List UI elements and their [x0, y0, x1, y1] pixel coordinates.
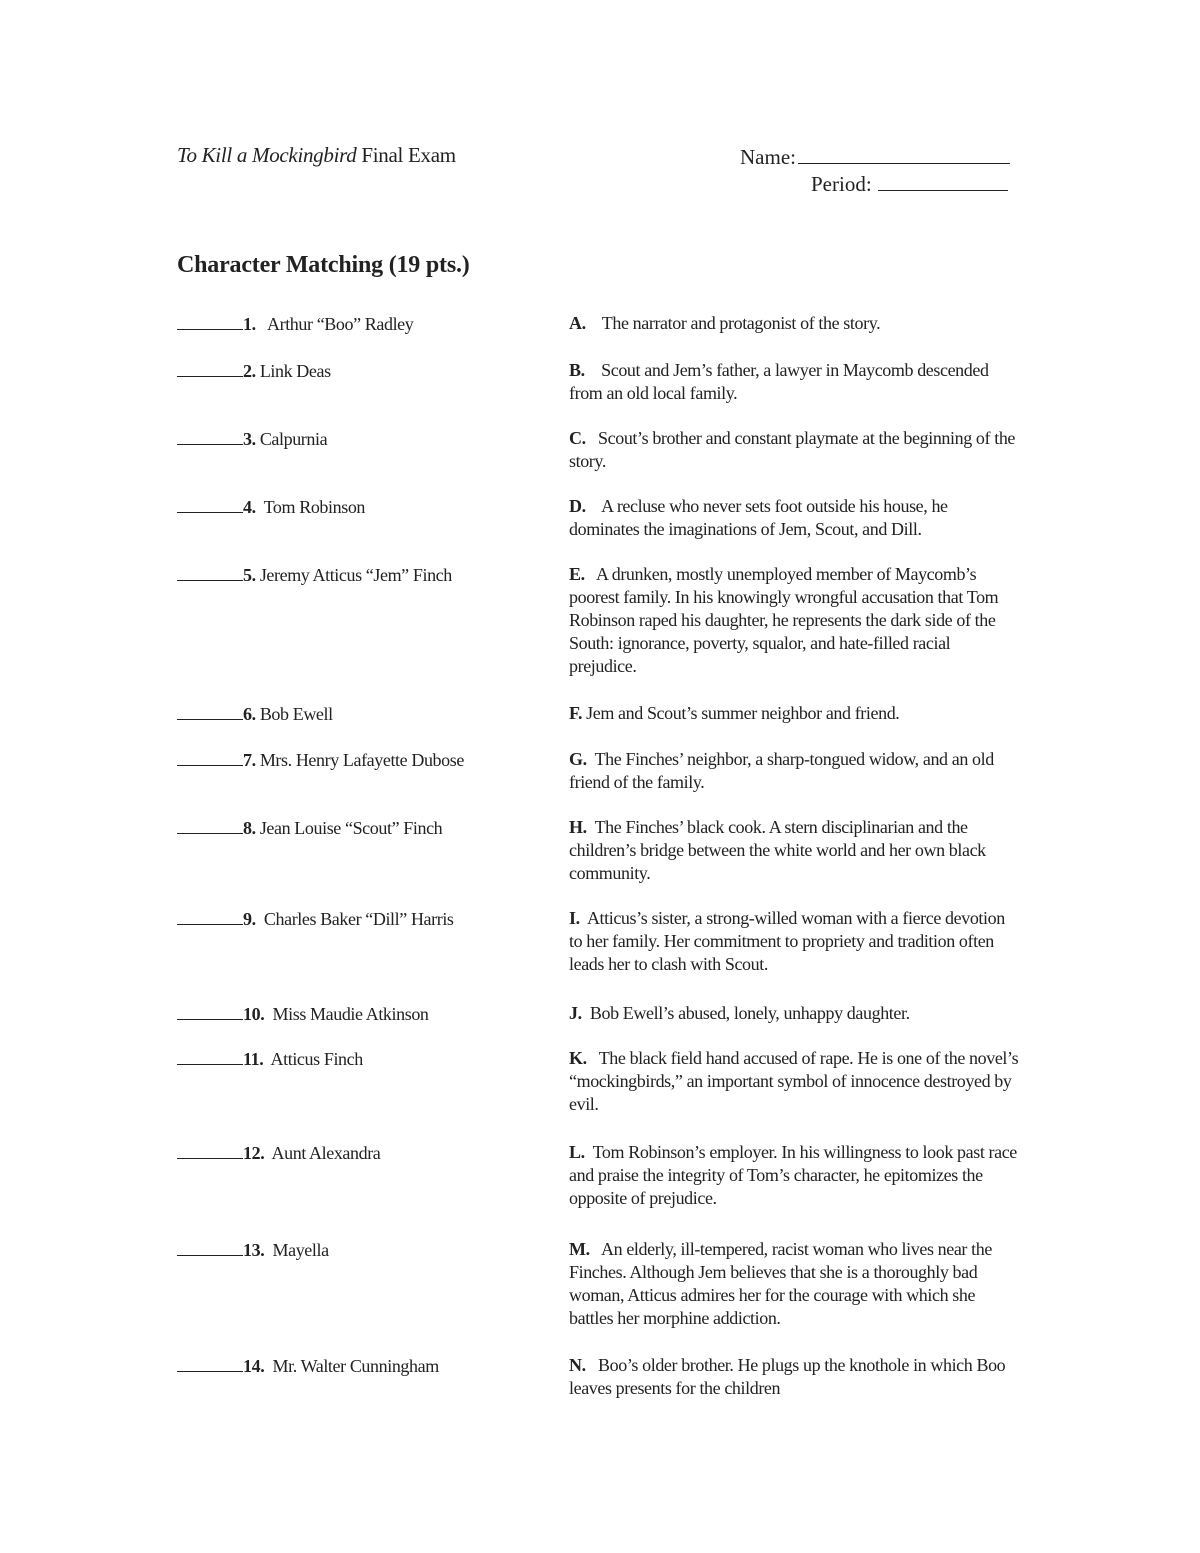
- description-item: [569, 1002, 1021, 1025]
- answer-blank[interactable]: [177, 1354, 243, 1372]
- description-text: Boo’s older brother. He plugs up the knothole in which Boo leaves presents for the children: [569, 1355, 1006, 1398]
- item-number: 6.: [243, 704, 256, 724]
- description-text: Bob Ewell’s abused, lonely, unhappy daughter.: [589, 1003, 910, 1023]
- answer-blank[interactable]: [177, 748, 243, 766]
- description-letter: J.: [569, 1003, 582, 1023]
- description-letter: K.: [569, 1048, 587, 1068]
- character-item: [177, 1354, 557, 1378]
- answer-blank[interactable]: [177, 359, 243, 377]
- item-number: 12.: [243, 1143, 265, 1163]
- description-letter: I.: [569, 908, 580, 928]
- character-item: [177, 702, 557, 726]
- item-number: 2.: [243, 361, 256, 381]
- character-item: [177, 563, 557, 587]
- character-name: Aunt Alexandra: [271, 1143, 381, 1163]
- character-name: Arthur “Boo” Radley: [267, 314, 414, 334]
- section-title: Character Matching (19 pts.): [177, 252, 470, 278]
- description-item: [569, 1141, 1021, 1210]
- name-label: Name:: [740, 145, 796, 169]
- character-item: [177, 816, 557, 840]
- answer-blank[interactable]: [177, 563, 243, 581]
- description-item: [569, 427, 1021, 473]
- description-item: [569, 748, 1021, 794]
- character-item: [177, 1141, 557, 1165]
- description-letter: A.: [569, 313, 586, 333]
- description-letter: F.: [569, 703, 583, 723]
- character-name: Jean Louise “Scout” Finch: [259, 818, 443, 838]
- name-field[interactable]: [798, 143, 1010, 164]
- character-name: Mr. Walter Cunningham: [272, 1356, 439, 1376]
- answer-blank[interactable]: [177, 1238, 243, 1256]
- period-line: [811, 170, 1008, 197]
- description-item: [569, 702, 1021, 725]
- character-item: [177, 495, 557, 519]
- description-text: The Finches’ neighbor, a sharp-tongued widow, and an old friend of the family.: [569, 749, 994, 792]
- item-number: 4.: [243, 497, 256, 517]
- answer-blank[interactable]: [177, 1047, 243, 1065]
- answer-blank[interactable]: [177, 702, 243, 720]
- exam-title-rest: Final Exam: [356, 143, 456, 167]
- description-letter: M.: [569, 1239, 590, 1259]
- character-item: [177, 1047, 557, 1071]
- description-item: [569, 1238, 1021, 1330]
- character-item: [177, 1002, 557, 1026]
- description-item: [569, 312, 1021, 335]
- item-number: 13.: [243, 1240, 265, 1260]
- character-item: [177, 312, 557, 336]
- description-item: [569, 359, 1021, 405]
- description-text: Atticus’s sister, a strong-willed woman with a fierce devotion to her family. Her commitment to propriety and tradition often leads her to clash with Scout.: [569, 908, 1005, 974]
- description-letter: C.: [569, 428, 586, 448]
- character-name: Atticus Finch: [270, 1049, 363, 1069]
- description-text: Scout’s brother and constant playmate at the beginning of the story.: [569, 428, 1016, 471]
- description-letter: L.: [569, 1142, 585, 1162]
- description-item: [569, 563, 1021, 678]
- answer-blank[interactable]: [177, 427, 243, 445]
- item-number: 10.: [243, 1004, 265, 1024]
- character-item: [177, 907, 557, 931]
- description-letter: D.: [569, 496, 586, 516]
- description-item: [569, 1047, 1021, 1116]
- answer-blank[interactable]: [177, 495, 243, 513]
- character-name: Calpurnia: [259, 429, 328, 449]
- item-number: 7.: [243, 750, 256, 770]
- answer-blank[interactable]: [177, 1141, 243, 1159]
- answer-blank[interactable]: [177, 816, 243, 834]
- answer-blank[interactable]: [177, 312, 243, 330]
- description-item: [569, 495, 1021, 541]
- description-letter: B.: [569, 360, 585, 380]
- name-line: [740, 143, 1010, 170]
- description-text: A drunken, mostly unemployed member of Maycomb’s poorest family. In his knowingly wrongful accusation that Tom Robinson raped his daughter, he represents the dark side of the South: ignorance, poverty, squalor, and hate-filled racial prejudice.: [569, 564, 999, 676]
- character-item: [177, 359, 557, 383]
- exam-title-italic: To Kill a Mockingbird: [177, 143, 357, 167]
- item-number: 11.: [243, 1049, 264, 1069]
- item-number: 3.: [243, 429, 256, 449]
- character-item: [177, 427, 557, 451]
- character-name: Miss Maudie Atkinson: [272, 1004, 429, 1024]
- character-name: Mayella: [272, 1240, 329, 1260]
- character-name: Link Deas: [259, 361, 331, 381]
- description-letter: G.: [569, 749, 587, 769]
- description-text: An elderly, ill-tempered, racist woman who lives near the Finches. Although Jem believes that she is a thoroughly bad woman, Atticus admires her for the courage with which she battles her morphine addiction.: [569, 1239, 992, 1328]
- description-text: Jem and Scout’s summer neighbor and friend.: [586, 703, 900, 723]
- description-text: A recluse who never sets foot outside his house, he dominates the imaginations of Jem, Scout, and Dill.: [569, 496, 948, 539]
- description-item: [569, 1354, 1021, 1400]
- answer-blank[interactable]: [177, 1002, 243, 1020]
- character-item: [177, 1238, 557, 1262]
- item-number: 9.: [243, 909, 256, 929]
- period-field[interactable]: [878, 170, 1008, 191]
- character-name: Mrs. Henry Lafayette Dubose: [259, 750, 464, 770]
- item-number: 1.: [243, 314, 256, 334]
- description-text: The Finches’ black cook. A stern disciplinarian and the children’s bridge between the white world and her own black community.: [569, 817, 986, 883]
- description-letter: E.: [569, 564, 585, 584]
- character-name: Charles Baker “Dill” Harris: [263, 909, 454, 929]
- exam-title: [177, 143, 456, 168]
- character-item: [177, 748, 557, 772]
- character-name: Tom Robinson: [263, 497, 366, 517]
- period-label: Period:: [811, 172, 872, 196]
- description-text: The narrator and protagonist of the story.: [601, 313, 881, 333]
- description-text: The black field hand accused of rape. He is one of the novel’s “mockingbirds,” an important symbol of innocence destroyed by evil.: [569, 1048, 1019, 1114]
- description-letter: H.: [569, 817, 587, 837]
- item-number: 14.: [243, 1356, 265, 1376]
- answer-blank[interactable]: [177, 907, 243, 925]
- description-text: Scout and Jem’s father, a lawyer in Maycomb descended from an old local family.: [569, 360, 989, 403]
- description-item: [569, 816, 1021, 885]
- item-number: 8.: [243, 818, 256, 838]
- item-number: 5.: [243, 565, 256, 585]
- description-item: [569, 907, 1021, 976]
- character-name: Bob Ewell: [259, 704, 333, 724]
- description-letter: N.: [569, 1355, 586, 1375]
- character-name: Jeremy Atticus “Jem” Finch: [259, 565, 452, 585]
- description-text: Tom Robinson’s employer. In his willingness to look past race and praise the integrity of Tom’s character, he epitomizes the opposite of prejudice.: [569, 1142, 1017, 1208]
